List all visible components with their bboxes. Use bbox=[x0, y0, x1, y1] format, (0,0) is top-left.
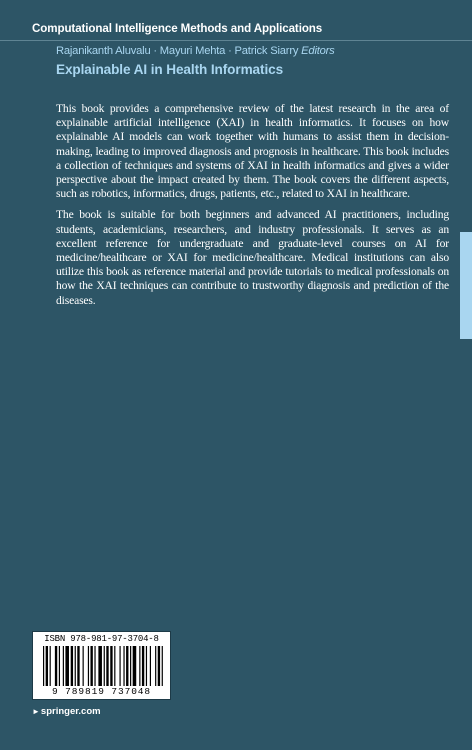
barcode-bars bbox=[43, 646, 163, 686]
barcode-bar bbox=[162, 646, 163, 686]
barcode-bar bbox=[71, 646, 73, 686]
barcode-bar bbox=[126, 646, 128, 686]
barcode-bar bbox=[114, 646, 115, 686]
barcode-bar bbox=[59, 646, 60, 686]
barcode-bar bbox=[43, 646, 44, 686]
book-title: Explainable AI in Health Informatics bbox=[56, 62, 284, 77]
barcode-bar bbox=[94, 646, 95, 686]
barcode-bar bbox=[63, 646, 64, 686]
barcode-bar bbox=[150, 646, 151, 686]
barcode-bar bbox=[50, 646, 51, 686]
publisher-link[interactable] bbox=[32, 706, 101, 717]
barcode-bar bbox=[65, 646, 69, 686]
barcode-bar bbox=[119, 646, 120, 686]
barcode-bar bbox=[133, 646, 137, 686]
editors-role: Editors bbox=[301, 45, 335, 57]
barcode-bar bbox=[55, 646, 57, 686]
blurb-paragraph-2: The book is suitable for both beginners and advanced AI practitioners, including students, academicians, researchers, and industry professionals. It serves as an excellent reference for undergraduate and graduate-level courses on AI for medicine/healthcare or XAI for medicine/healthcare. Medical institutions can also utilize this book as reference material and provide tutorials to medical professionals on how the XAI techniques can contribute to trustworthy diagnosis and prediction of the diseases. bbox=[56, 208, 449, 307]
blurb-paragraph-1: This book provides a comprehensive review of the latest research in the area of explainable artificial intelligence (XAI) in health informatics. It focuses on how explainable AI models can work together with humans to assist them in decision-making, leading to improved diagnosis and prognosis in healthcare. This book includes a collection of techniques and systems of XAI in health informatics and gives a wider perspective about the impact created by them. The book covers the different aspects, such as robotics, informatics, drugs, patients, etc., related to XAI in healthcare. bbox=[56, 102, 449, 201]
barcode-bar bbox=[83, 646, 84, 686]
back-cover-blurb bbox=[56, 102, 449, 315]
barcode-bar bbox=[90, 646, 92, 686]
arrow-icon: ► bbox=[32, 707, 40, 716]
editors-line bbox=[56, 45, 335, 57]
barcode-bar bbox=[75, 646, 76, 686]
barcode-bar bbox=[139, 646, 140, 686]
barcode-bar bbox=[123, 646, 124, 686]
publisher-url: springer.com bbox=[40, 706, 101, 717]
barcode-bar bbox=[104, 646, 105, 686]
barcode-bar bbox=[146, 646, 147, 686]
barcode-bar bbox=[130, 646, 131, 686]
barcode-digits: 9 789819 737048 bbox=[51, 686, 151, 697]
isbn-number: ISBN 978-981-97-3704-8 bbox=[44, 634, 159, 644]
header-divider bbox=[0, 40, 472, 41]
barcode-bar bbox=[155, 646, 156, 686]
barcode-bar bbox=[142, 646, 144, 686]
side-color-tab bbox=[460, 232, 472, 339]
barcode-bar bbox=[77, 646, 79, 686]
barcode-bar bbox=[88, 646, 89, 686]
editor-names: Rajanikanth Aluvalu · Mayuri Mehta · Patrick Siarry bbox=[56, 45, 299, 57]
barcode-bar bbox=[98, 646, 102, 686]
barcode-bar bbox=[46, 646, 48, 686]
series-title: Computational Intelligence Methods and Applications bbox=[32, 22, 323, 35]
isbn-barcode bbox=[32, 631, 171, 700]
barcode-bar bbox=[158, 646, 160, 686]
barcode-bar bbox=[106, 646, 108, 686]
barcode-bar bbox=[110, 646, 112, 686]
